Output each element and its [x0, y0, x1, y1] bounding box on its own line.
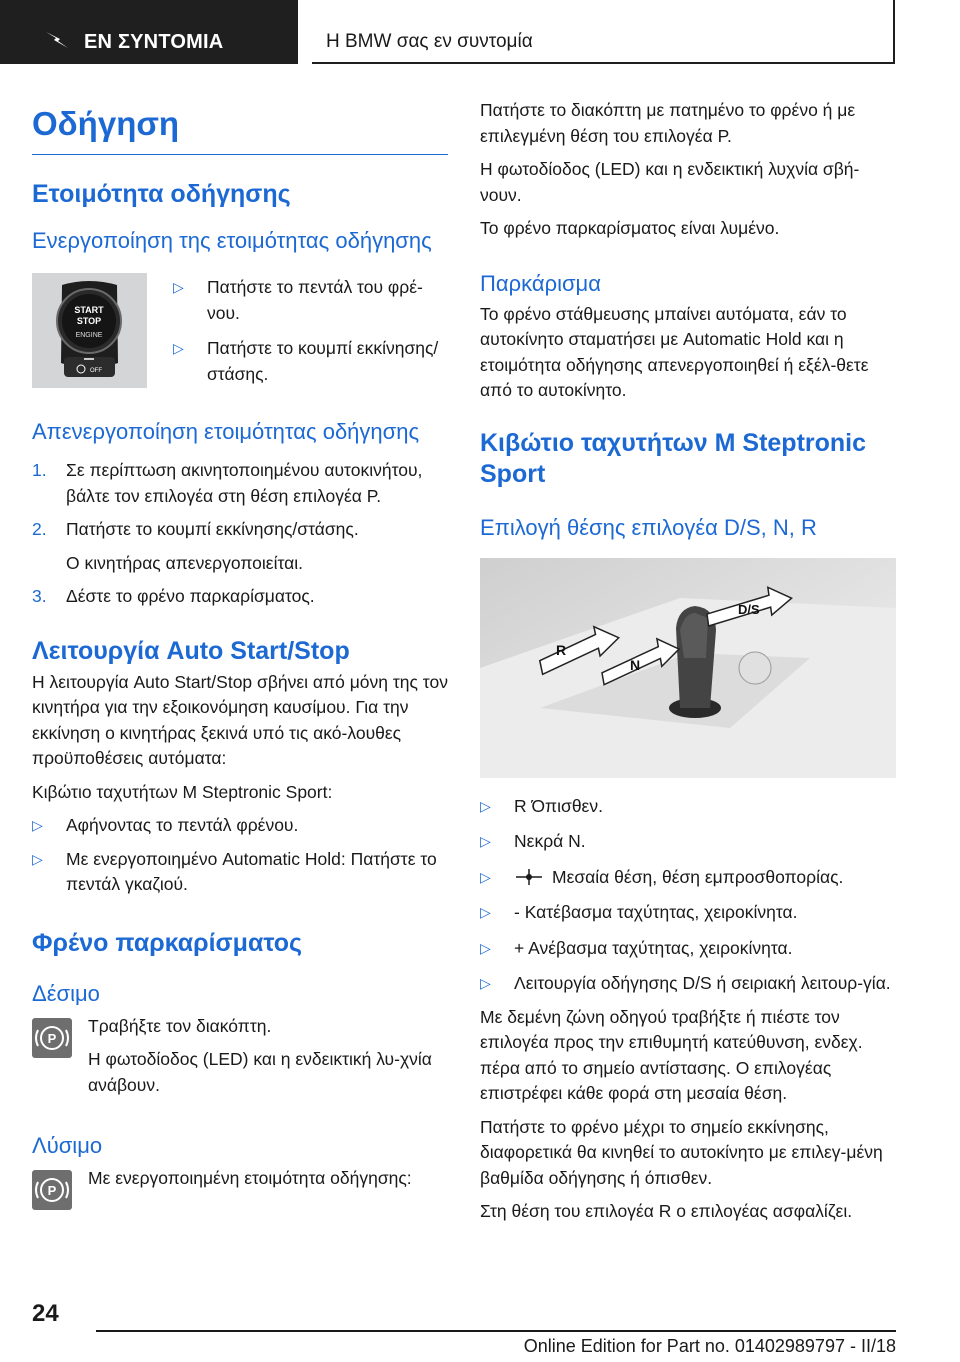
autostart-paragraph: Η λειτουργία Auto Start/Stop σβήνει από μόνη της τον κινητήρα για την εξοικονόμηση καυσίμου. Για την εκκίνηση ο κινητήρας ξεκινά υπό τις ακό-λουθες προϋποθέσεις αυτόματα: [32, 671, 448, 768]
list-item: ▷ + Ανέβασμα ταχύτητας, χειροκίνητα. [480, 936, 896, 962]
release-brake-text: Με ενεργοποιημένη ετοιμότητα οδήγησης: [88, 1168, 412, 1188]
list-item: ▷ Πατήστε το κουμπί εκκίνησης/στάσης. [173, 338, 439, 384]
list-item: ▷ Νεκρά N. [480, 829, 896, 855]
svg-text:P: P [47, 1183, 57, 1198]
gear-label-r: R [556, 641, 567, 658]
chapter-title-box [312, 0, 895, 64]
list-item: ▷ Με ενεργοποιημένο Automatic Hold: Πατήστε το πεντάλ γκαζιού. [32, 848, 437, 894]
apply-brake-block [32, 1014, 448, 1099]
middle-position-icon [514, 868, 544, 886]
belt-paragraph: Με δεμένη ζώνη οδηγού τραβήξτε ή πιέστε τον επιλογέα προς την επιθυμητή κατεύθυνση, ενδεχ. πέρα από το σημείο αντίστασης. Ο επιλογέας επιστρέφει κάθε φορά στη μεσαία θέση. [480, 1006, 863, 1103]
list-item: ▷ Λειτουργία οδήγησης D/S ή σειριακή λειτουρ-γία. [480, 971, 896, 997]
heading-parking-brake: Φρένο παρκαρίσματος [32, 928, 303, 957]
list-item: ▷ Μεσαία θέση, θέση εμπροσθοπορίας. [480, 865, 896, 891]
list-item: 1. Σε περίπτωση ακινητοποιημένου αυτοκινήτου, βάλτε τον επιλογέα στη θέση επιλογέα P. [32, 460, 423, 506]
chapter-tab-label: ΕΝ ΣΥΝΤΟΜΙΑ [84, 31, 224, 53]
gear-selector-image [480, 558, 896, 778]
heading-release-brake: Λύσιμο [32, 1133, 103, 1158]
right-column [480, 98, 896, 1225]
svg-text:P: P [47, 1030, 57, 1046]
list-item: Ο κινητήρας απενεργοποιείται. [66, 552, 304, 573]
heading-auto-start-stop: Λειτουργία Auto Start/Stop [32, 636, 350, 665]
ss-text-stop: STOP [76, 316, 102, 326]
selector-list [480, 794, 896, 997]
brake-paragraph: Πατήστε το φρένο μέχρι το σημείο εκκίνησης, διαφορετικά θα κινηθεί το αυτοκίνητο με επιλεγ-μένη βαθμίδα οδήγησης ή όπισθεν. [480, 1116, 883, 1188]
page-number: 24 [32, 1300, 59, 1327]
startstop-button-image [32, 273, 147, 388]
list-item: ▷ Πατήστε το πεντάλ του φρέ-νου. [173, 277, 423, 323]
heading-gearbox: Κιβώτιο ταχυτήτων M Steptronic Sport [480, 428, 867, 488]
release-done-text: Το φρένο παρκαρίσματος είναι λυμένο. [480, 218, 780, 238]
heading-selector-positions: Επιλογή θέσης επιλογέα D/S, N, R [480, 514, 817, 540]
parking-text: Το φρένο στάθμευσης μπαίνει αυτόματα, εάν το αυτοκίνητο σταματήσει με Automatic Hold και η ετοιμότητα οδήγησης απενεργοποιηθεί ή εξέλ-θετε από το αυτοκίνητο. [480, 303, 869, 400]
apply-led-text: Η φωτοδίοδος (LED) και η ενδεικτική λυ-χνία ανάβουν. [88, 1049, 432, 1095]
triangle-bullet-icon: ▷ [32, 850, 43, 867]
ss-text-off: OFF [90, 368, 102, 374]
parking-brake-icon [32, 1170, 72, 1210]
left-column [32, 96, 448, 1212]
parking-brake-icon [32, 1018, 72, 1058]
chapter-title: Η BMW σας εν συντομία [326, 31, 533, 52]
heading-parking: Παρκάρισμα [480, 270, 601, 296]
triangle-bullet-icon: ▷ [480, 904, 491, 920]
release-led-text: Η φωτοδίοδος (LED) και η ενδεικτική λυχνία σβή-νουν. [480, 159, 860, 205]
heading-deactivate-ready: Απενεργοποίηση ετοιμότητας οδήγησης [32, 419, 420, 444]
apply-brake-text: Τραβήξτε τον διακόπτη. [88, 1015, 272, 1036]
deactivate-steps [32, 458, 448, 610]
gear-label-ds: D/S [738, 601, 760, 617]
triangle-bullet-icon: ▷ [173, 279, 184, 295]
triangle-bullet-icon: ▷ [480, 797, 491, 814]
heading-activate-ready: Ενεργοποίηση της ετοιμότητας οδήγησης [32, 228, 432, 253]
footer-divider [96, 1330, 896, 1332]
startstop-button-drawing [32, 273, 147, 388]
section-title: Οδήγηση [32, 96, 448, 155]
page-header [0, 0, 960, 66]
list-item: ▷ - Κατέβασμα ταχύτητας, χειροκίνητα. [480, 900, 896, 926]
heading-apply-brake: Δέσιμο [32, 980, 100, 1006]
list-item: 2. Πατήστε το κουμπί εκκίνησης/στάσης. [32, 519, 359, 539]
triangle-bullet-icon: ▷ [173, 340, 184, 356]
list-item: 3. Δέστε το φρένο παρκαρίσματος. [32, 586, 315, 606]
triangle-bullet-icon: ▷ [480, 975, 491, 991]
ss-text-engine: ENGINE [75, 332, 103, 339]
chapter-tab[interactable] [0, 0, 298, 64]
heading-drive-ready: Ετοιμότητα οδήγησης [32, 180, 291, 208]
autostart-gearbox: Κιβώτιο ταχυτήτων M Steptronic Sport: [32, 781, 333, 802]
triangle-bullet-icon: ▷ [480, 939, 491, 956]
autostart-list [32, 813, 448, 898]
triangle-bullet-icon: ▷ [480, 833, 491, 849]
gear-label-n: N [630, 656, 641, 673]
release-switch-text: Πατήστε το διακόπτη με πατημένο το φρένο ή με επιλεγμένη θέση του επιλογέα P. [480, 100, 856, 146]
lightning-icon [44, 30, 70, 50]
lock-paragraph: Στη θέση του επιλογέα R ο επιλογέας ασφαλίζει. [480, 1201, 853, 1221]
gear-selector-drawing [480, 558, 896, 778]
edition-text: Online Edition for Part no. 01402989797 - II/18 [523, 1336, 896, 1356]
triangle-bullet-icon: ▷ [480, 868, 491, 885]
list-item: ▷ Αφήνοντας το πεντάλ φρένου. [32, 813, 448, 839]
triangle-bullet-icon: ▷ [32, 817, 43, 833]
activate-list [173, 275, 448, 387]
ss-text-start: START [74, 305, 104, 315]
startstop-block [32, 273, 448, 388]
list-item: ▷ R Όπισθεν. [480, 794, 896, 820]
release-brake-block [32, 1166, 448, 1212]
